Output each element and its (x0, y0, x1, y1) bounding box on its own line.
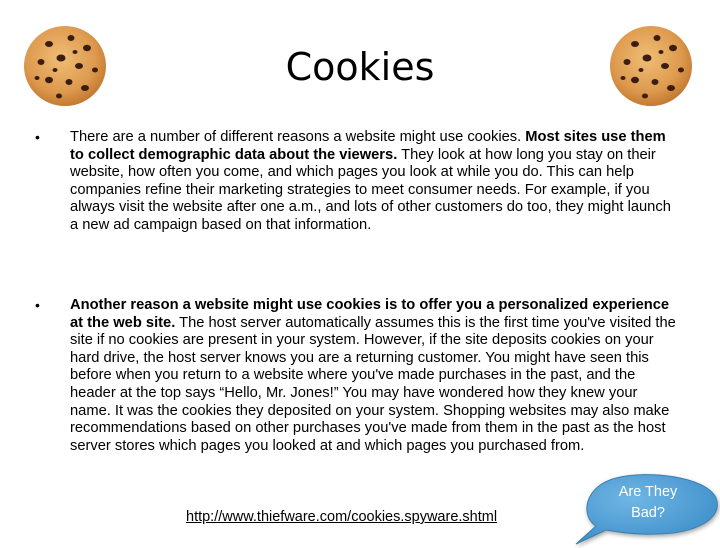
source-link[interactable]: http://www.thiefware.com/cookies.spyware.shtml (186, 509, 498, 525)
bullet-marker: • (35, 297, 40, 313)
bullet-paragraph-2 (70, 297, 682, 455)
slide-title: Cookies (285, 45, 435, 89)
paragraph-2-text: The host server automatically assumes this is the first time you've visited the site if no cookies are present in your system. However, if the site deposits cookies on your hard drive, the host server knows you are a returning customer. You might have seen this before when you return to a website where you've made purchases in the past, and the header at the top says “Hello, Mr. Jones!” You may have wondered how they knew your name. It was the cookies they deposited on your system. Shopping websites may also make recommendations based on other purchases you've made from them in the past as the host server stores which pages you looked at and which pages you purchased from. (70, 314, 676, 454)
paragraph-2-bold-text: Another reason a website might use cookies is to offer you a personalized experience at the web site. (70, 297, 670, 331)
bullet-paragraph-1 (70, 129, 682, 235)
callout-line-2: Bad? (631, 505, 665, 521)
paragraph-1-text-b: They look at how long you stay on their website, how often you come, and which pages you look at while you do. This can help companies refine their marketing strategies to meet consumer needs. For example, if you always visit the website after one a.m., and lots of other customers do too, they might launch a new ad campaign based on that information. (70, 146, 671, 233)
callout-line-1: Are They (618, 484, 678, 500)
callout-text[interactable] (592, 482, 704, 524)
bullet-marker: • (35, 129, 40, 145)
paragraph-1-text-a: There are a number of different reasons a website might use cookies. (70, 129, 526, 145)
paragraph-1-bold-text: Most sites use them to collect demographic data about the viewers. (70, 129, 666, 163)
